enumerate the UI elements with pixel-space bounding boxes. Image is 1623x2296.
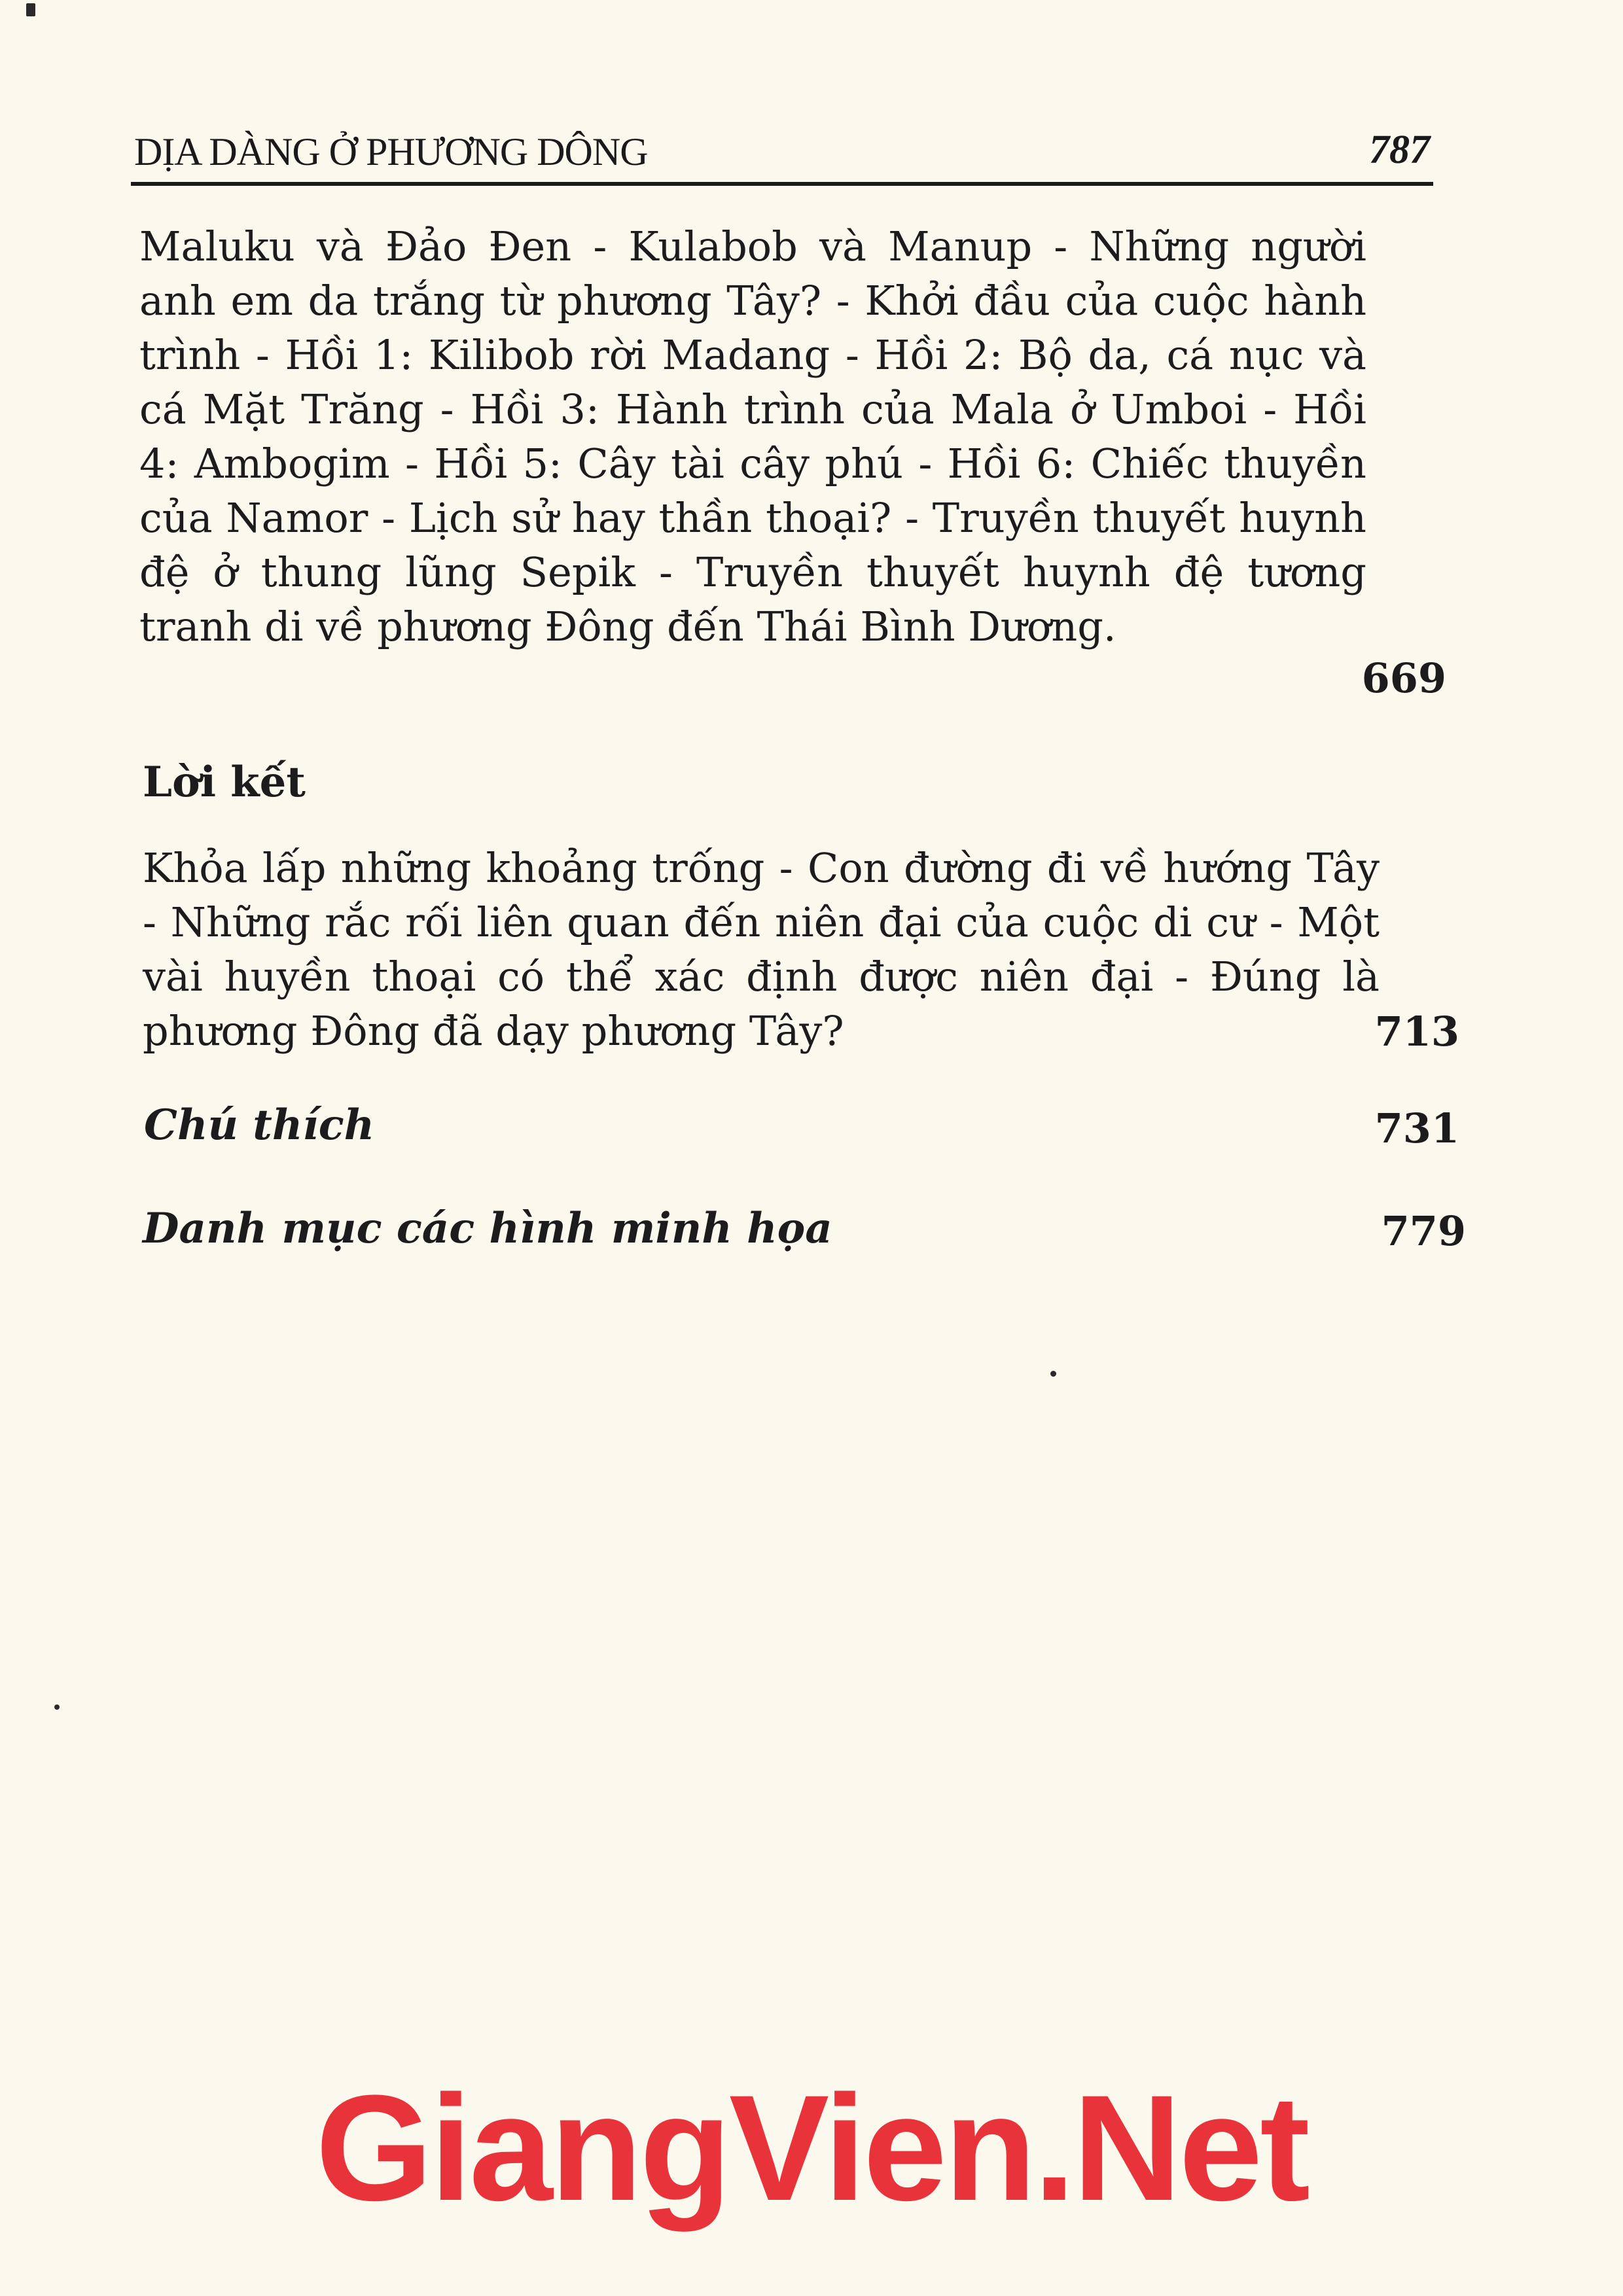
toc-entry-text: Maluku và Đảo Đen - Kulabob và Manup - Những người anh em da trắng từ phương Tây? - Khởi đầu của cuộc hành trình - Hồi 1: Kilibob rời Madang - Hồi 2: Bộ da, cá nục và cá Mặt Trăng - Hồi 3: Hành trình của Mala ở Umboi - Hồi 4: Ambogim - Hồi 5: Cây tài cây phú - Hồi 6: Chiếc thuyền của Namor - Lịch sử hay thần thoại? - Truyền thuyết huynh đệ ở thung lũng Sepik - Truyền thuyết huynh đệ tương tranh di về phương Đông đến Thái Bình Dương.	[139, 222, 1366, 650]
toc-entry-page: 731	[1374, 1104, 1459, 1152]
running-header	[134, 124, 1430, 183]
toc-entry-title: Chú thích	[144, 1101, 375, 1150]
scan-speck	[26, 3, 35, 16]
toc-entry-page: 779	[1381, 1207, 1466, 1255]
running-header-title: DỊA DÀNG Ở PHƯƠNG DÔNG	[134, 130, 648, 173]
toc-section-heading: Lời kết	[143, 758, 306, 807]
running-header-page-number: 787	[1369, 128, 1430, 172]
toc-entry-page: 669	[1361, 654, 1446, 702]
scan-speck	[54, 1704, 60, 1710]
scan-speck	[1050, 1371, 1056, 1377]
toc-entry-title: Danh mục các hình minh họa	[143, 1204, 832, 1253]
header-rule	[131, 182, 1433, 186]
toc-entry-page: 713	[1374, 1008, 1459, 1055]
toc-entry-text: Khỏa lấp những khoảng trống - Con đường đi về hướng Tây - Những rắc rối liên quan đến niên đại của cuộc di cư - Một vài huyền thoại có thể xác định được niên đại - Đúng là phương Đông đã dạy phương Tây?	[143, 844, 1380, 1055]
watermark-logo: GiangVien.Net	[315, 2064, 1308, 2232]
